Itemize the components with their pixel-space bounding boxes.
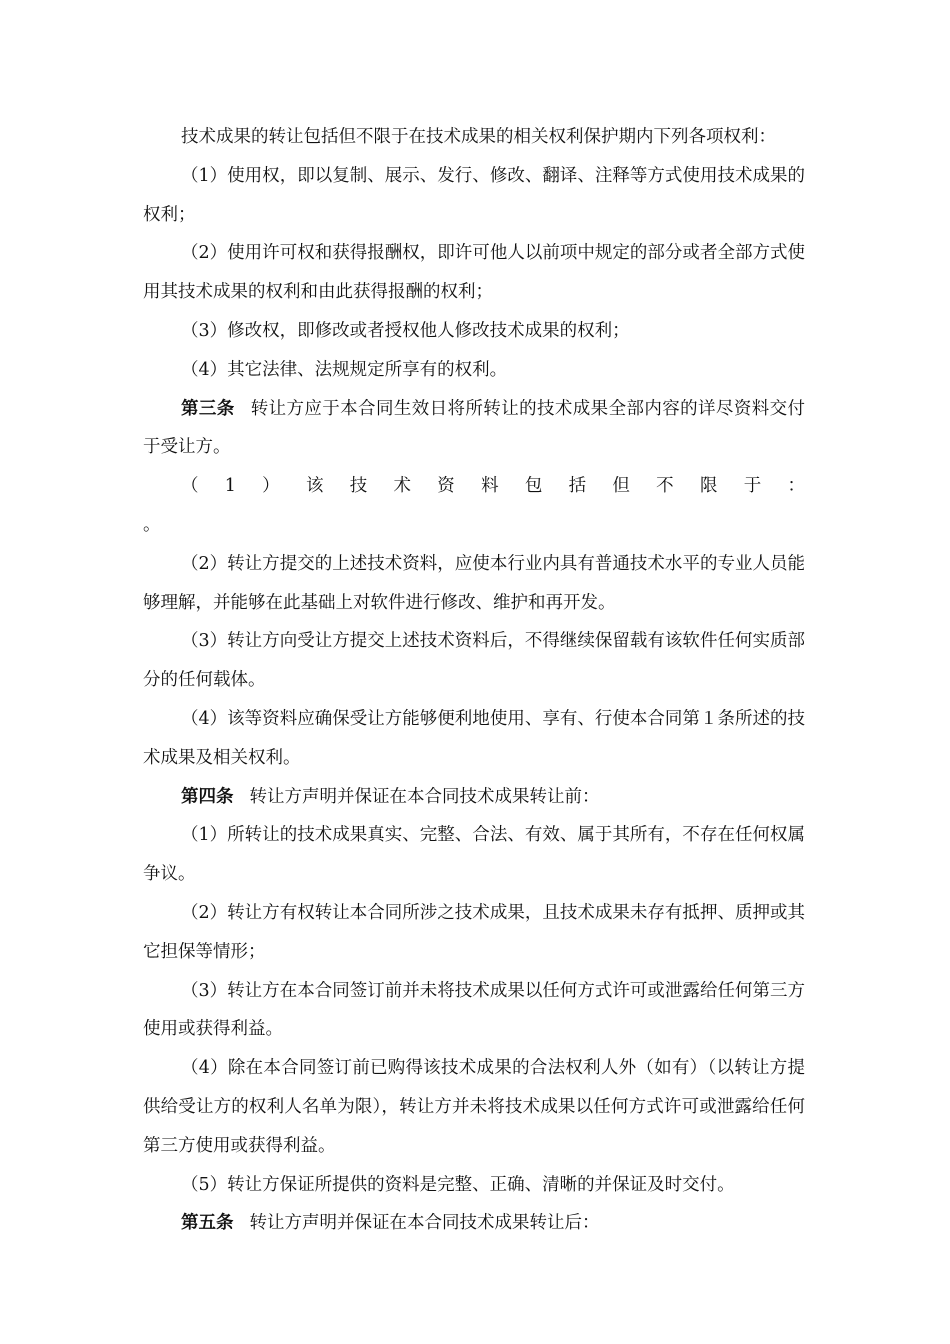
article-5-text: 转让方声明并保证在本合同技术成果转让后：: [249, 1213, 600, 1234]
intro-paragraph: 技术成果的转让包括但不限于在技术成果的相关权利保护期内下列各项权利：: [181, 127, 776, 147]
article-3-label: 第三条: [181, 398, 235, 419]
article-4-item-1: （1）所转让的技术成果真实、完整、合法、有效、属于其所有，不存在任何权属争议。: [143, 825, 805, 885]
article-5-label: 第五条: [181, 1213, 234, 1234]
article-3-paragraph: [143, 390, 805, 468]
right-item-2: （2）使用许可权和获得报酬权，即许可他人以前项中规定的部分或者全部方式使用其技术成果的权利和由此获得报酬的权利；: [143, 243, 805, 303]
document-page: [143, 118, 805, 1243]
right-item-3: （3）修改权，即修改或者授权他人修改技术成果的权利；: [181, 320, 630, 341]
article-4-item-2: （2）转让方有权转让本合同所涉之技术成果，且技术成果未存有抵押、质押或其它担保等情形；: [143, 902, 805, 962]
right-item-4: （4）其它法律、法规规定所享有的权利。: [181, 359, 508, 380]
article-3-item-2: （2）转让方提交的上述技术资料，应使本行业内具有普通技术水平的专业人员能够理解，并能够在此基础上对软件进行修改、维护和再开发。: [143, 553, 805, 613]
article-4-item-4: （4）除在本合同签订前已购得该技术成果的合法权利人外（如有）（以转让方提供给受让方的权利人名单为限），转让方并未将技术成果以任何方式许可或泄露给任何第三方使用或获得利益。: [143, 1058, 805, 1156]
article-3-item-1-end: 。: [143, 514, 161, 535]
article-3-item-4: （4）该等资料应确保受让方能够便利地使用、享有、行使本合同第１条所述的技术成果及相关权利。: [143, 708, 805, 768]
article-4-label: 第四条: [181, 786, 234, 807]
article-3-item-1: （1）该技术资料包括但不限于：: [181, 476, 805, 497]
article-3-item-3: （3）转让方向受让方提交上述技术资料后，不得继续保留载有该软件任何实质部分的任何载体。: [143, 631, 805, 691]
right-item-1: （1）使用权，即以复制、展示、发行、修改、翻译、注释等方式使用技术成果的权利；: [143, 165, 805, 225]
article-5-paragraph: [143, 1204, 805, 1243]
article-4-item-5: （5）转让方保证所提供的资料是完整、正确、清晰的并保证及时交付。: [181, 1174, 735, 1195]
article-3-text: 转让方应于本合同生效日将所转让的技术成果全部内容的详尽资料交付于受让方。: [143, 398, 806, 458]
article-4-paragraph: [143, 778, 805, 817]
article-4-text: 转让方声明并保证在本合同技术成果转让前：: [249, 786, 600, 807]
article-4-item-3: （3）转让方在本合同签订前并未将技术成果以任何方式许可或泄露给任何第三方使用或获得利益。: [143, 980, 805, 1040]
